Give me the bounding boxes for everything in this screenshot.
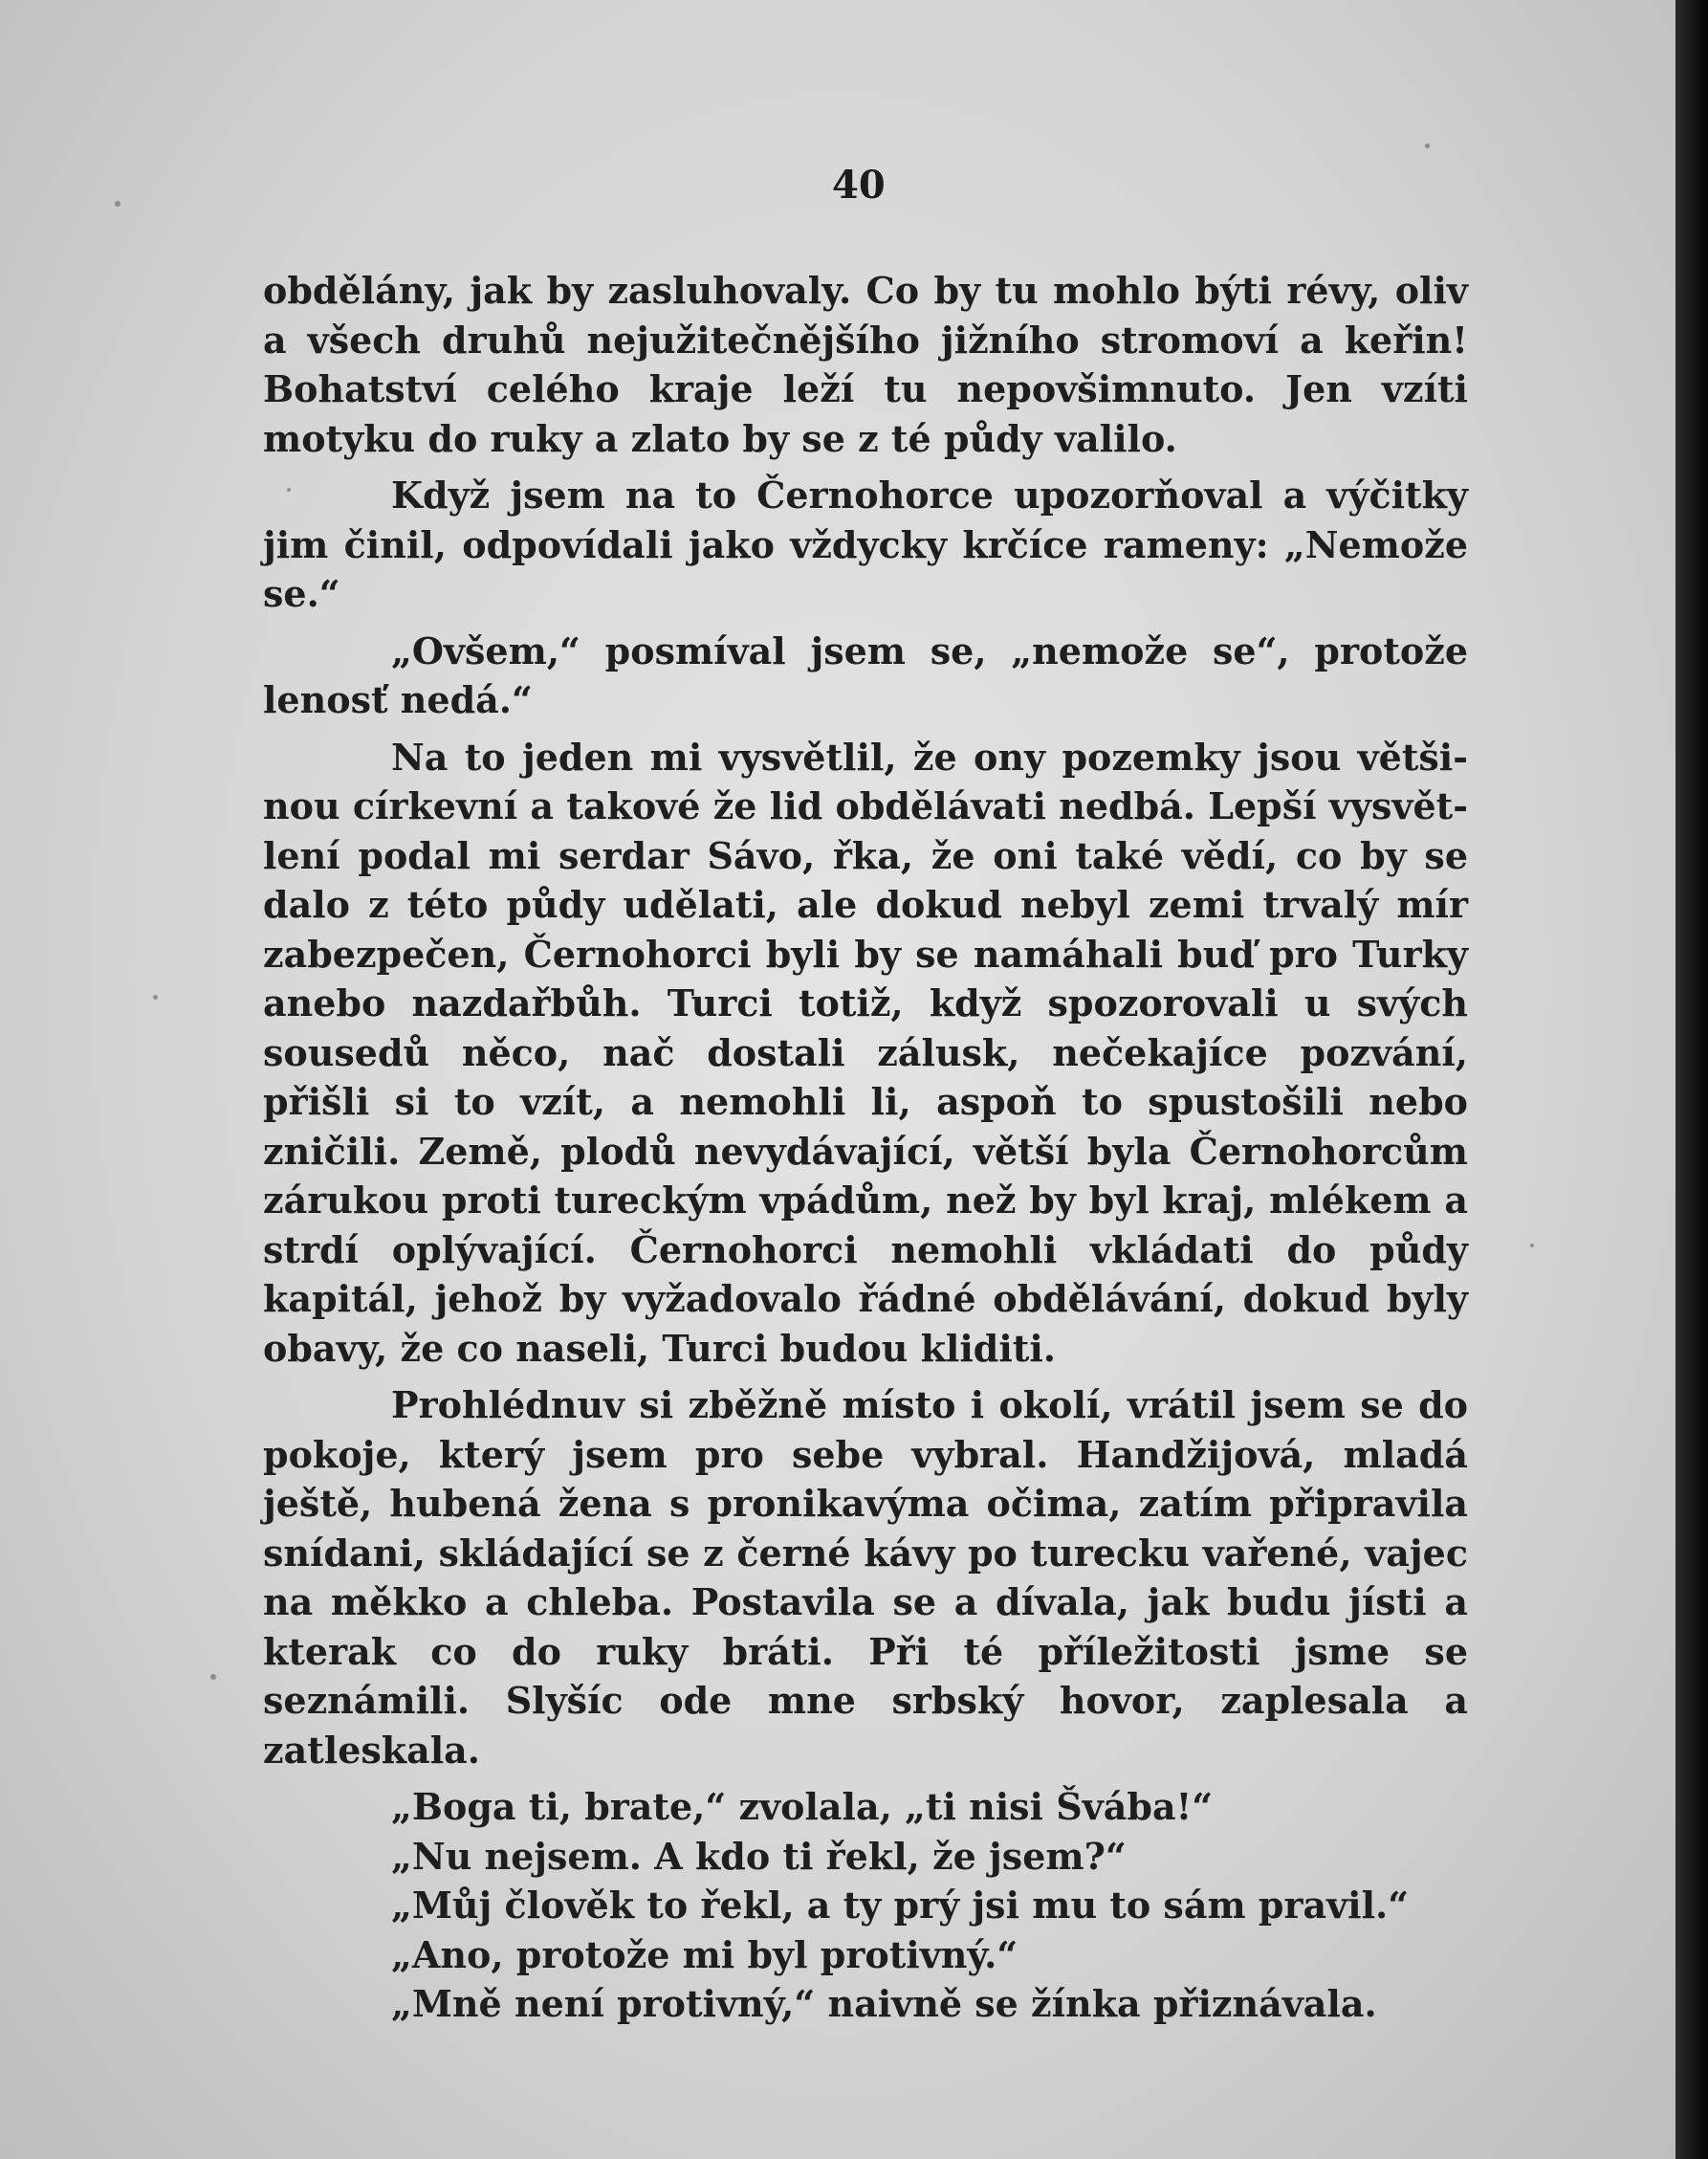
paper-speck — [210, 1674, 216, 1680]
paper-speck — [1530, 1244, 1534, 1247]
paragraph: „Ovšem,“ posmíval jsem se, „nemože se“, protože lenosť nedá.“ — [263, 628, 1468, 721]
dialogue-line: „Ano, protože mi byl protivný.“ — [391, 1932, 1018, 1976]
paragraph: Na to jeden mi vysvětlil, že ony pozemky jsou většinou církevní a takové že lid obdělávati nedbá. Lepší vysvětlení podal mi serdar Sávo, řka, že oni také vědí, co by se dalo z této půdy udělati, ale dokud nebyl zemi trvalý mír zabezpečen, Černohorci byli by se namáhali buď pro Turky anebo nazdařbůh. Turci totiž, když spozorovali u svých sousedů něco, nač dostali zálusk, nečekajíce pozvání, přišli si to vzít, a nemohli li, aspoň to spustošili nebo zničili. Země, plodů nevydávající, větší byla Černohorcům zárukou proti tureckým vpádům, než by byl kraj, mlékem a strdí oplývající. Černohorci nemohli vkládati do půdy kapitál, jehož by vyžadovalo řádné obdělávání, dokud byly obavy, že co naseli, Turci budou kliditi. — [263, 735, 1468, 1370]
page-number: 40 — [832, 163, 886, 208]
dialogue-line: „Boga ti, brate,“ zvolala, „ti nisi Švába!“ — [391, 1785, 1214, 1828]
dialogue-line: „Nu nejsem. A kdo ti řekl, že jsem?“ — [391, 1834, 1127, 1878]
paper-speck — [115, 201, 120, 207]
paragraph: Prohlédnuv si zběžně místo i okolí, vrátil jsem se do pokoje, který jsem pro sebe vybral. Handžijová, mladá ještě, hubená žena s pronikavýma očima, zatím připravila snídani, skládající se z černé kávy po turecku vařené, vajec na měkko a chleba. Postavila se a dívala, jak budu jísti a kterak co do ruky bráti. Při té příležitosti jsme se seznámili. Slyšíc ode mne srbský hovor, zaplesala a zatleskala. — [263, 1383, 1468, 1772]
body-text — [263, 266, 1468, 2029]
paper-speck — [1425, 143, 1430, 148]
dialogue-line: „Můj člověk to řekl, a ty prý jsi mu to sám pravil.“ — [391, 1884, 1410, 1927]
dialogue-line: „Mně není protivný,“ naivně se žínka přiznávala. — [391, 1982, 1377, 2025]
paragraph: Když jsem na to Černohorce upozorňoval a výčitky jim činil, odpovídali jako vždycky krčíce rameny: „Nemože se.“ — [263, 474, 1468, 615]
paragraph: obdělány, jak by zasluhovaly. Co by tu mohlo býti révy, oliv a všech druhů nejužitečnějšího jižního stromoví a keřin! Bohatství celého kraje leží tu nepovšimnuto. Jen vzíti motyku do ruky a zlato by se z té půdy valilo. — [263, 269, 1468, 460]
paper-speck — [153, 995, 158, 1000]
book-edge-shadow — [1675, 0, 1708, 2159]
